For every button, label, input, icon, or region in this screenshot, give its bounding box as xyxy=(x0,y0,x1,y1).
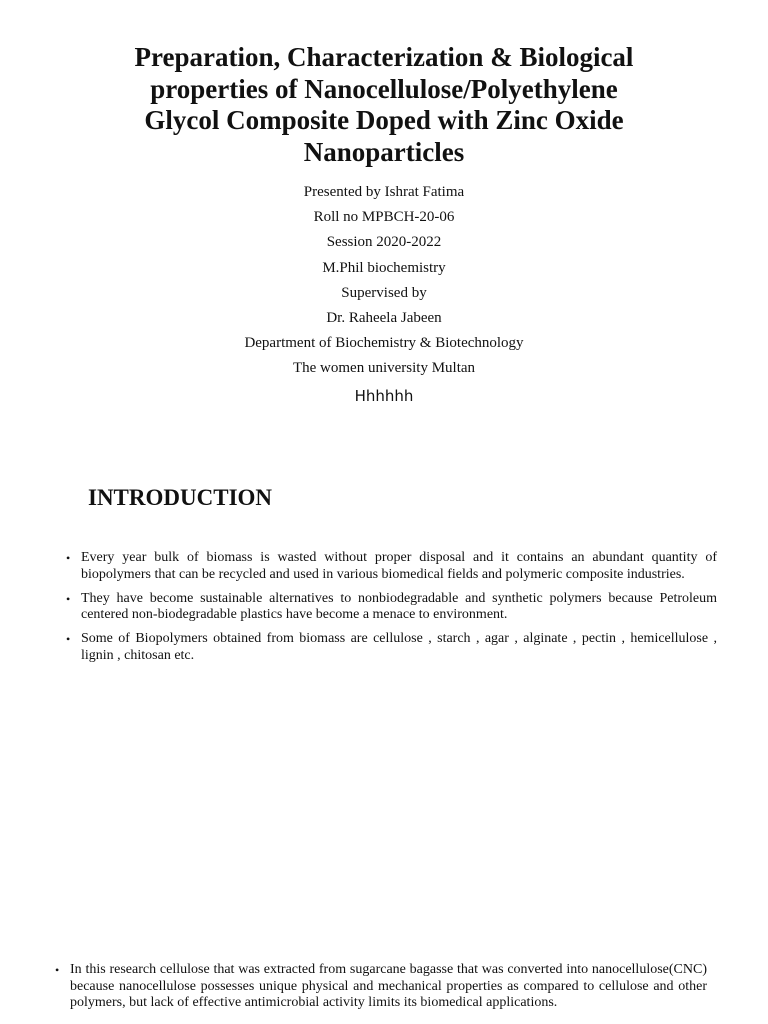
bullet-text: Every year bulk of biomass is wasted without proper disposal and it contains an abundant quantity of biopolymers that can be recycled and used in various biomedical fields and polymeric composite industries. xyxy=(81,550,717,582)
introduction-slide xyxy=(0,470,768,950)
supervised-by-label: Supervised by xyxy=(341,284,427,301)
list-item xyxy=(55,962,707,1012)
bullet-icon: • xyxy=(55,963,60,977)
placeholder-text: Hhhhhh xyxy=(354,386,414,405)
research-bullet-list xyxy=(55,962,707,1019)
list-item xyxy=(66,550,717,583)
bullet-icon: • xyxy=(66,551,71,565)
bullet-text: Some of Biopolymers obtained from biomass are cellulose , starch , agar , alginate , pectin , hemicellulose , lignin , chitosan etc. xyxy=(81,631,717,663)
list-item xyxy=(66,591,717,624)
supervisor-name: Dr. Raheela Jabeen xyxy=(326,309,442,326)
bullet-text: In this research cellulose that was extracted from sugarcane bagasse that was converted into nanocellulose(CNC) because nanocellulose possesses unique physical and mechanical properties as compared to cellulose and other polymers, but lack of effective antimicrobial activity limits its biomedical applications. xyxy=(70,962,707,1010)
title-slide xyxy=(0,0,768,460)
session: Session 2020-2022 xyxy=(326,234,442,251)
department: Department of Biochemistry & Biotechnology xyxy=(244,335,524,352)
bullet-icon: • xyxy=(66,632,71,646)
presentation-title: Preparation, Characterization & Biological properties of Nanocellulose/Polyethylene Glycol Composite Doped with Zinc Oxide Nanoparticles xyxy=(134,42,634,167)
presenter-info xyxy=(160,180,608,408)
bullet-text: They have become sustainable alternatives to nonbiodegradable and synthetic polymers because Petroleum centered non-biodegradable plastics have become a menace to environment. xyxy=(81,590,717,622)
degree: M.Phil biochemistry xyxy=(322,259,446,276)
list-item xyxy=(66,631,717,664)
presenter-name: Presented by Ishrat Fatima xyxy=(303,184,465,200)
introduction-bullet-list xyxy=(66,550,717,672)
roll-number: Roll no MPBCH-20-06 xyxy=(313,209,455,226)
bullet-icon: • xyxy=(66,591,71,606)
research-slide xyxy=(0,958,768,1024)
introduction-heading: INTRODUCTION xyxy=(88,485,273,510)
university: The women university Multan xyxy=(292,360,476,377)
